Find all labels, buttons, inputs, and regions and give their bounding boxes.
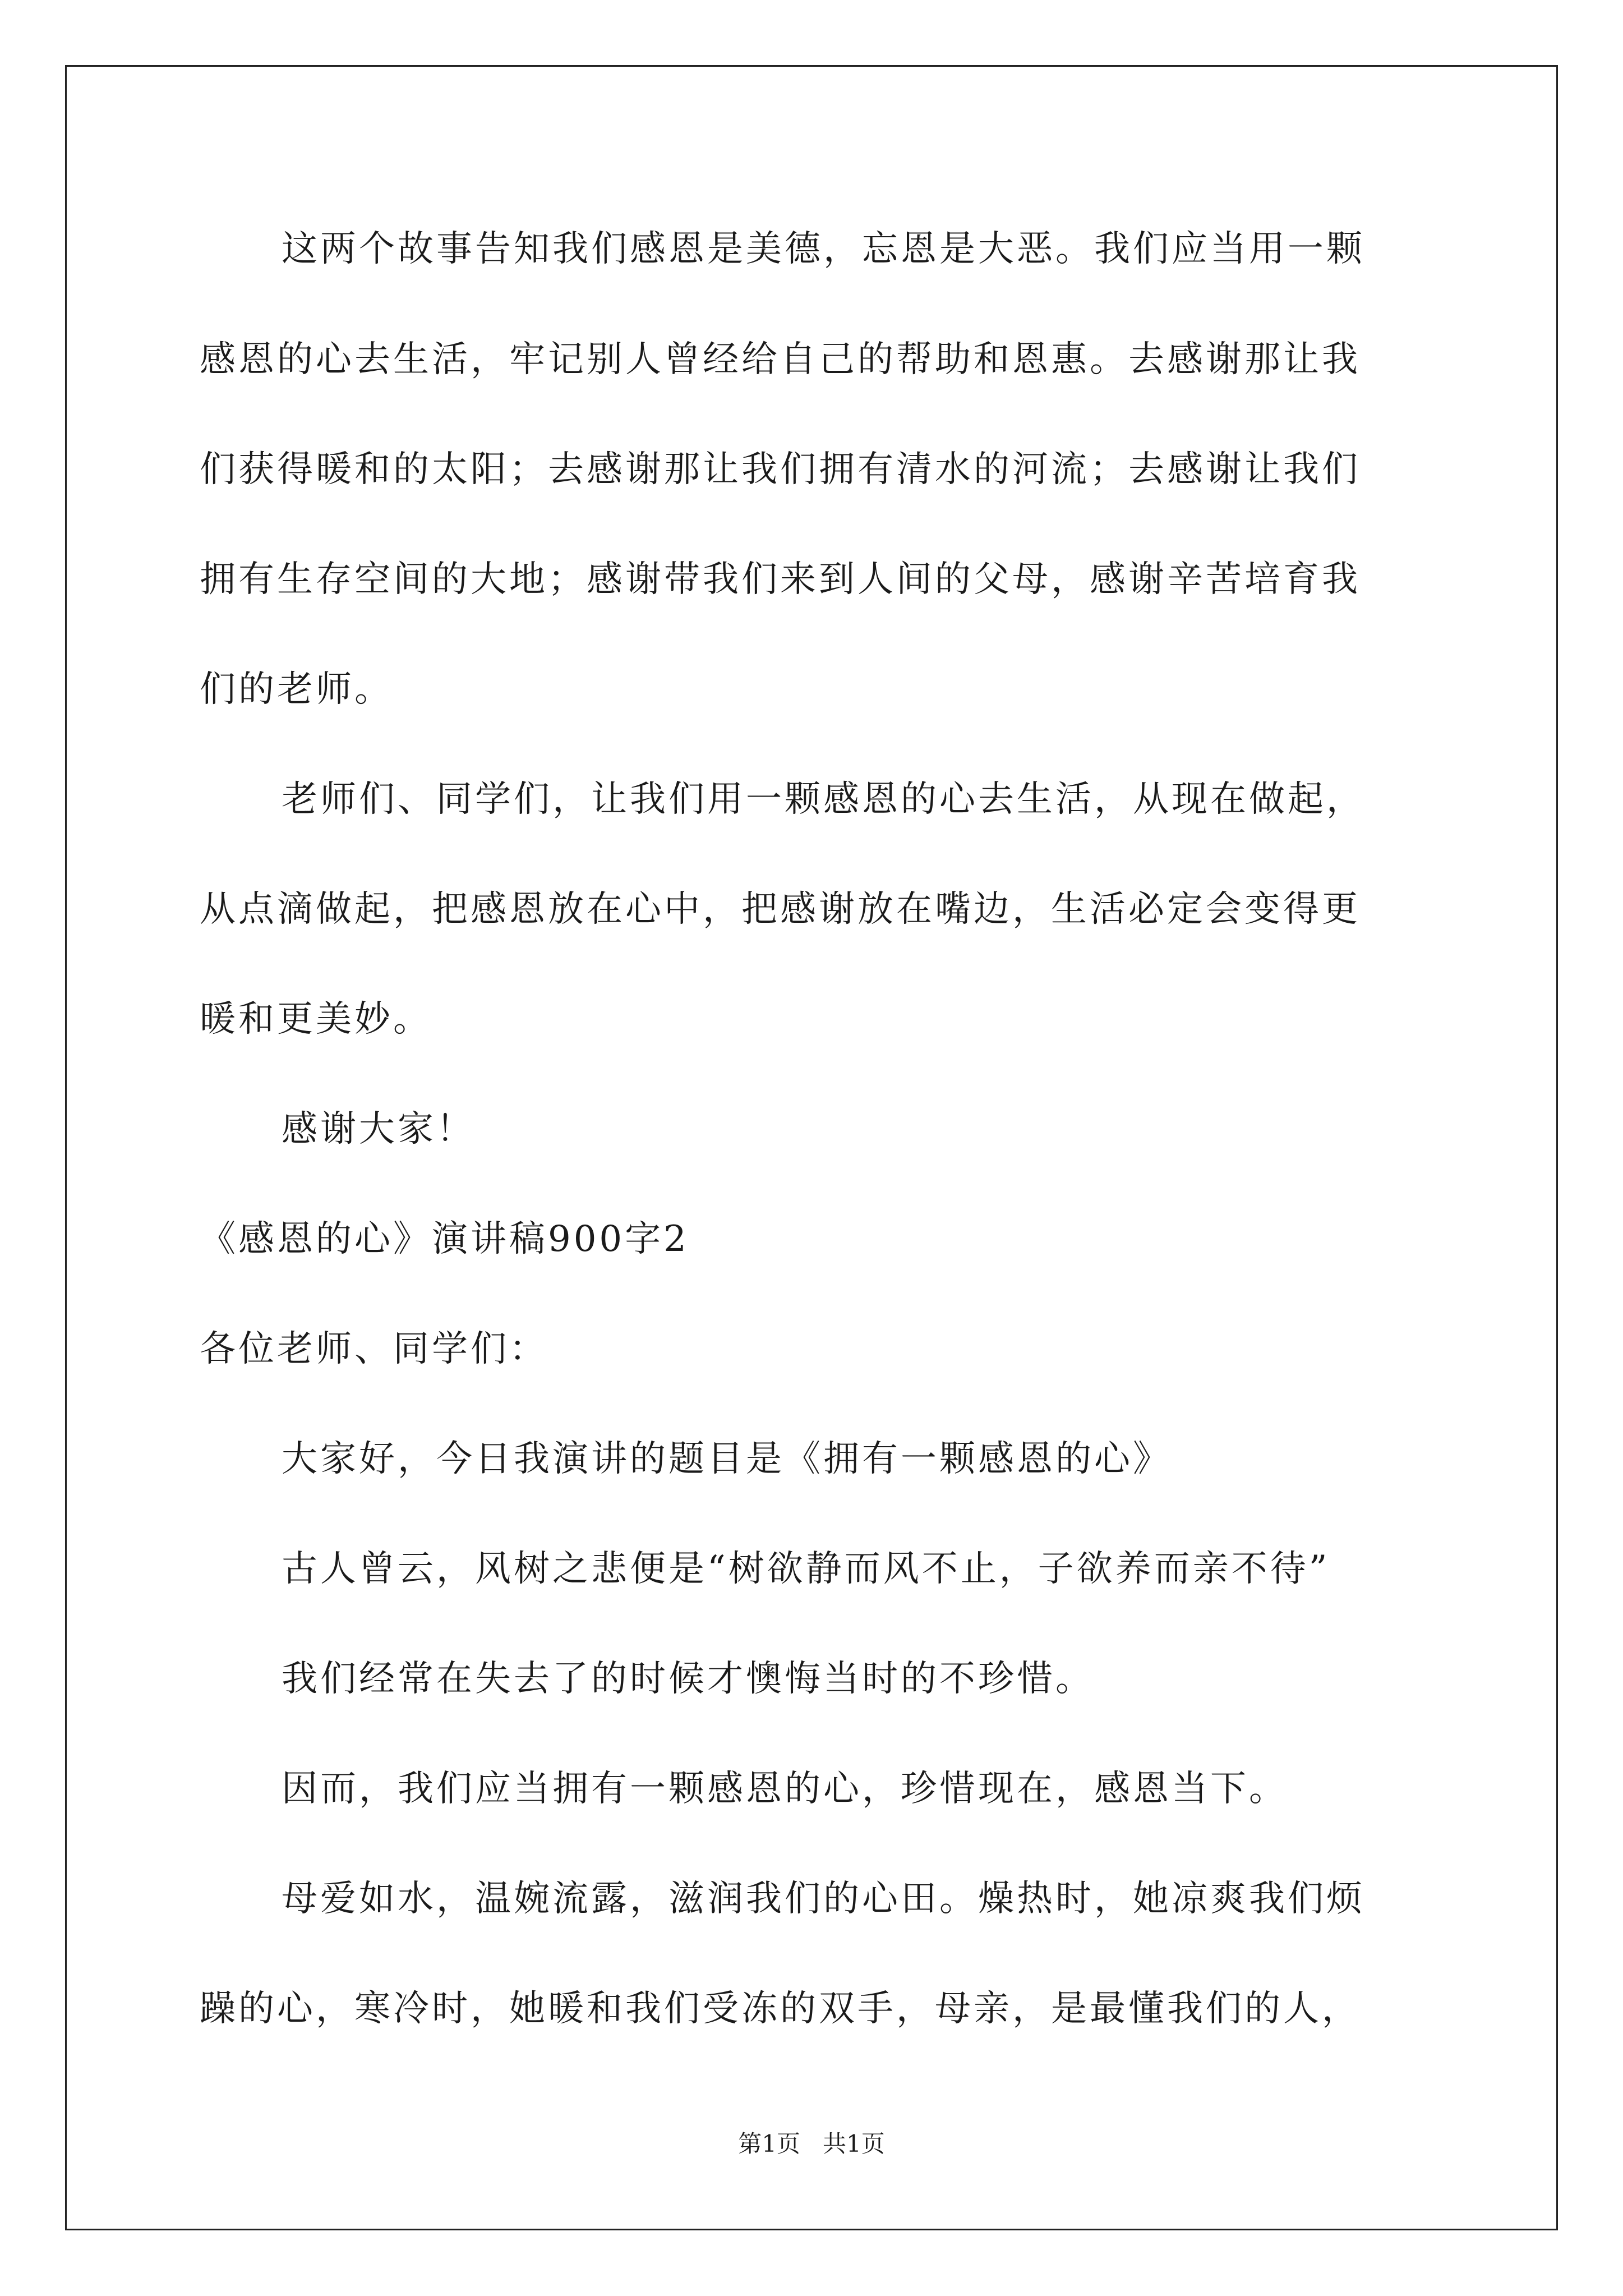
body-line-14: 我们经常在失去了的时候才懊悔当时的不珍惜。 (282, 1658, 1094, 1700)
page-footer: 第1页 共1页 (738, 2130, 885, 2157)
body-line-8: 暖和更美妙。 (200, 999, 432, 1040)
body-line-6: 老师们、同学们，让我们用一颗感恩的心去生活，从现在做起， (282, 779, 1365, 820)
body-line-2: 感恩的心去生活，牢记别人曾经给自己的帮助和恩惠。去感谢那让我 (200, 339, 1361, 380)
body-line-12: 大家好，今日我演讲的题目是《拥有一颗感恩的心》 (282, 1438, 1172, 1480)
body-line-7: 从点滴做起，把感恩放在心中，把感谢放在嘴边，生活必定会变得更 (200, 889, 1361, 930)
section-title: 《感恩的心》演讲稿900字2 (200, 1218, 689, 1260)
body-line-5: 们的老师。 (200, 669, 393, 710)
body-line-1: 这两个故事告知我们感恩是美德，忘恩是大恶。我们应当用一颗 (282, 228, 1365, 270)
closing-line: 感谢大家！ (282, 1108, 475, 1150)
body-line-4: 拥有生存空间的大地；感谢带我们来到人间的父母，感谢辛苦培育我 (200, 559, 1361, 600)
body-line-3: 们获得暖和的太阳；去感谢那让我们拥有清水的河流；去感谢让我们 (200, 449, 1361, 490)
body-line-15: 因而，我们应当拥有一颗感恩的心，珍惜现在，感恩当下。 (282, 1768, 1288, 1810)
body-line-16: 母爱如水，温婉流露，滋润我们的心田。燥热时，她凉爽我们烦 (282, 1878, 1365, 1920)
salutation: 各位老师、同学们： (200, 1328, 548, 1370)
body-line-17: 躁的心，寒冷时，她暖和我们受冻的双手，母亲，是最懂我们的人， (200, 1988, 1361, 2030)
body-line-13: 古人曾云，风树之悲便是“树欲静而风不止，子欲养而亲不待” (282, 1548, 1330, 1590)
